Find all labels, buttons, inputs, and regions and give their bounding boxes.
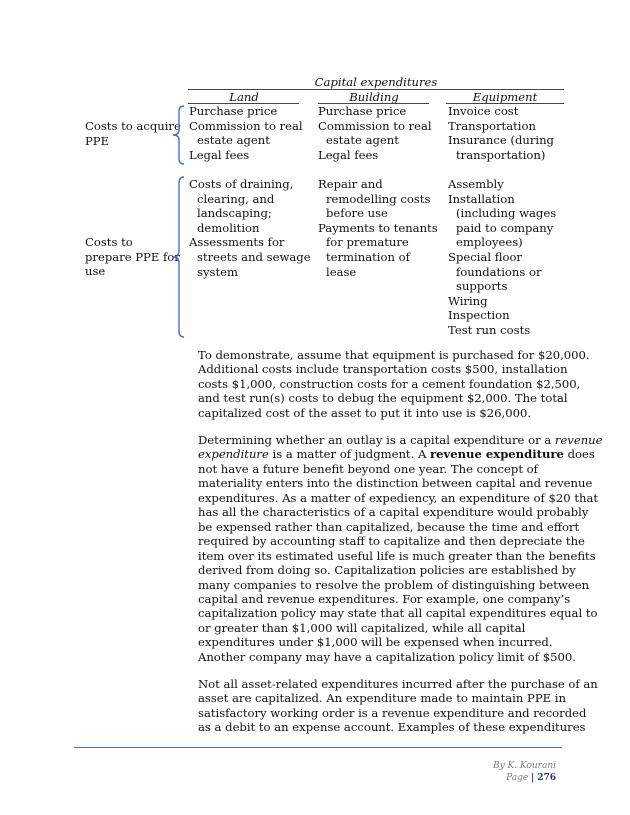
- footer-page-number: 276: [537, 773, 556, 783]
- text-run: Not all asset-related expenditures incurred after the purchase of an: [198, 677, 598, 691]
- table-cell-line: Assessments for: [189, 235, 285, 250]
- acquire-equipment-cell: [448, 104, 554, 162]
- text-run: expenditures under $1,000 will be expensed when incurred.: [198, 635, 553, 650]
- table-cell-line: system: [197, 264, 238, 279]
- paragraph-line: [198, 391, 568, 406]
- paragraph-line: [198, 433, 603, 447]
- table-cell-line: Special floor: [448, 249, 522, 264]
- table-cell-line: remodelling costs: [326, 191, 431, 206]
- table-cell-line: paid to company: [456, 220, 554, 235]
- paragraph-line: [198, 635, 560, 649]
- text-run: Additional costs include transportation costs $500, installation: [198, 362, 568, 377]
- paragraph-line: [198, 447, 595, 462]
- paragraph-line: [198, 577, 590, 592]
- text-run: item over its estimated useful life is much greater than the benefits: [198, 548, 596, 563]
- table-cell-line: Purchase price: [189, 104, 278, 118]
- paragraph-line: [198, 677, 598, 691]
- text-run: as a debit to an expense account. Examples of these expenditures: [198, 720, 586, 735]
- paragraph-line: [198, 362, 568, 377]
- acquire-land-cell: [189, 104, 303, 162]
- text-run: capitalized cost of the asset to put it into use is $26,000.: [198, 405, 532, 420]
- table-cell-line: Commission to real: [189, 118, 303, 133]
- header-building: Building: [349, 90, 399, 104]
- paragraph-line: [198, 720, 586, 735]
- paragraph-line: [198, 563, 576, 578]
- prepare-equipment-cell: [448, 177, 556, 338]
- paragraph-line: [198, 691, 566, 706]
- footer-page-label: Page: [506, 773, 529, 783]
- table-cell-line: (including wages: [456, 206, 557, 221]
- italic-term: expenditure: [198, 447, 269, 462]
- footer: [493, 760, 556, 784]
- text-run: Another company may have a capitalization policy limit of $500.: [198, 649, 576, 664]
- text-run: expenditures. As a matter of expediency, an expenditure of $20 that: [198, 490, 599, 505]
- paragraph-line: [198, 548, 596, 563]
- table-cell-line: lease: [326, 264, 357, 279]
- text-run: does: [563, 447, 595, 462]
- text-run: has all the characteristics of a capital expenditure would probably: [198, 505, 589, 520]
- row-label-line: prepare PPE for: [85, 249, 180, 264]
- table-cell-line: Repair and: [318, 177, 383, 191]
- header-land: Land: [229, 90, 259, 104]
- paragraph-line: [198, 406, 560, 420]
- text-run: many companies to resolve the problem of distinguishing between: [198, 577, 590, 592]
- table-cell-line: Purchase price: [318, 104, 407, 118]
- paragraph-line: [198, 348, 590, 362]
- capital-expenditures-title: Capital expenditures: [314, 75, 438, 89]
- italic-term: revenue: [554, 433, 603, 447]
- table-cell-line: Payments to tenants: [318, 220, 438, 235]
- table-cell-line: Inspection: [448, 308, 510, 323]
- paragraph-line: [198, 505, 589, 520]
- prepare-land-cell: [189, 177, 311, 279]
- row-label-line: use: [85, 264, 106, 279]
- prepare-building-cell: [318, 177, 438, 279]
- text-run: capitalization policy may state that all capital expenditures equal to: [198, 606, 598, 621]
- paragraph-line: [198, 621, 560, 635]
- text-run: satisfactory working order is a revenue expenditure and recorded: [198, 705, 587, 720]
- text-run: and test run(s) costs to debug the equipment $2,000. The total: [198, 391, 568, 406]
- text-run: derived from doing so. Capitalization policies are established by: [198, 563, 576, 578]
- table-cell-line: Legal fees: [189, 147, 250, 162]
- row-label-acquire: [85, 119, 181, 148]
- paragraph-line: [198, 591, 571, 606]
- row-label-prepare: [85, 235, 180, 279]
- header-equipment: Equipment: [472, 90, 538, 104]
- table-cell-line: Wiring: [448, 293, 488, 308]
- footer-separator: |: [531, 773, 535, 783]
- text-run: required by accounting staff to capitalize and then depreciate the: [198, 534, 585, 549]
- text-run: or greater than $1,000 will capitalized, while all capital: [198, 620, 526, 635]
- table-cell-line: termination of: [326, 249, 410, 264]
- table-cell-line: supports: [456, 279, 508, 294]
- table-cell-line: clearing, and: [197, 191, 275, 206]
- row-label-line: PPE: [85, 133, 110, 148]
- table-cell-line: transportation): [456, 147, 546, 162]
- paragraph-example: [198, 348, 590, 420]
- paragraph-line: [198, 705, 587, 720]
- paragraph-line: [198, 462, 560, 476]
- table-cell-line: Installation: [448, 191, 515, 206]
- text-run: is a matter of judgment. A: [268, 447, 431, 462]
- paragraph-not-capitalized: [198, 677, 598, 735]
- row-label-line: Costs to acquire: [85, 119, 181, 133]
- paragraph-line: [198, 376, 581, 391]
- table-cell-line: Commission to real: [318, 118, 432, 133]
- acquire-brace: [170, 104, 188, 166]
- text-run: costs $1,000, construction costs for a cement foundation $2,500,: [198, 376, 581, 391]
- table-cell-line: streets and sewage: [197, 249, 311, 264]
- table-cell-line: employees): [456, 235, 523, 250]
- paragraph-line: [198, 490, 599, 505]
- acquire-building-cell: [318, 104, 432, 162]
- paragraph-line: [198, 649, 576, 664]
- text-run: To demonstrate, assume that equipment is purchased for $20,000.: [198, 348, 590, 362]
- table-cell-line: estate agent: [326, 133, 399, 148]
- table-cell-line: Legal fees: [318, 147, 379, 162]
- table-cell-line: Invoice cost: [448, 104, 519, 118]
- table-cell-line: Test run costs: [448, 322, 531, 337]
- text-run: be expensed rather than capitalized, because the time and effort: [198, 519, 580, 534]
- row-label-line: Costs to: [85, 235, 133, 249]
- table-cell-line: landscaping;: [197, 206, 272, 221]
- table-cell-line: Costs of draining,: [189, 177, 294, 191]
- footer-author: By K. Kourani: [492, 761, 556, 771]
- table-cell-line: estate agent: [197, 133, 270, 148]
- paragraph-line: [198, 606, 598, 621]
- table-cell-line: Assembly: [448, 177, 504, 191]
- footer-rule: [74, 747, 562, 748]
- prepare-brace: [170, 175, 188, 339]
- paragraph-line: [198, 519, 580, 534]
- text-run: Determining whether an outlay is a capital expenditure or a: [198, 433, 555, 447]
- paragraph-revenue-expenditure: [198, 433, 603, 664]
- text-run: asset are capitalized. An expenditure made to maintain PPE in: [198, 691, 566, 706]
- bold-term: revenue expenditure: [430, 447, 564, 462]
- paragraph-line: [198, 534, 585, 549]
- table-cell-line: foundations or: [456, 264, 542, 279]
- text-run: capital and revenue expenditures. For example, one company’s: [198, 591, 571, 606]
- text-run: materiality enters into the distinction between capital and revenue: [198, 476, 593, 491]
- table-cell-line: for premature: [326, 235, 409, 250]
- paragraph-line: [198, 476, 593, 491]
- table-cell-line: before use: [326, 206, 388, 221]
- table-cell-line: Insurance (during: [448, 133, 554, 148]
- text-run: not have a future benefit beyond one year. The concept of: [198, 461, 538, 476]
- table-cell-line: Transportation: [448, 118, 536, 133]
- footer-page: [493, 772, 556, 784]
- table-cell-line: demolition: [197, 220, 260, 235]
